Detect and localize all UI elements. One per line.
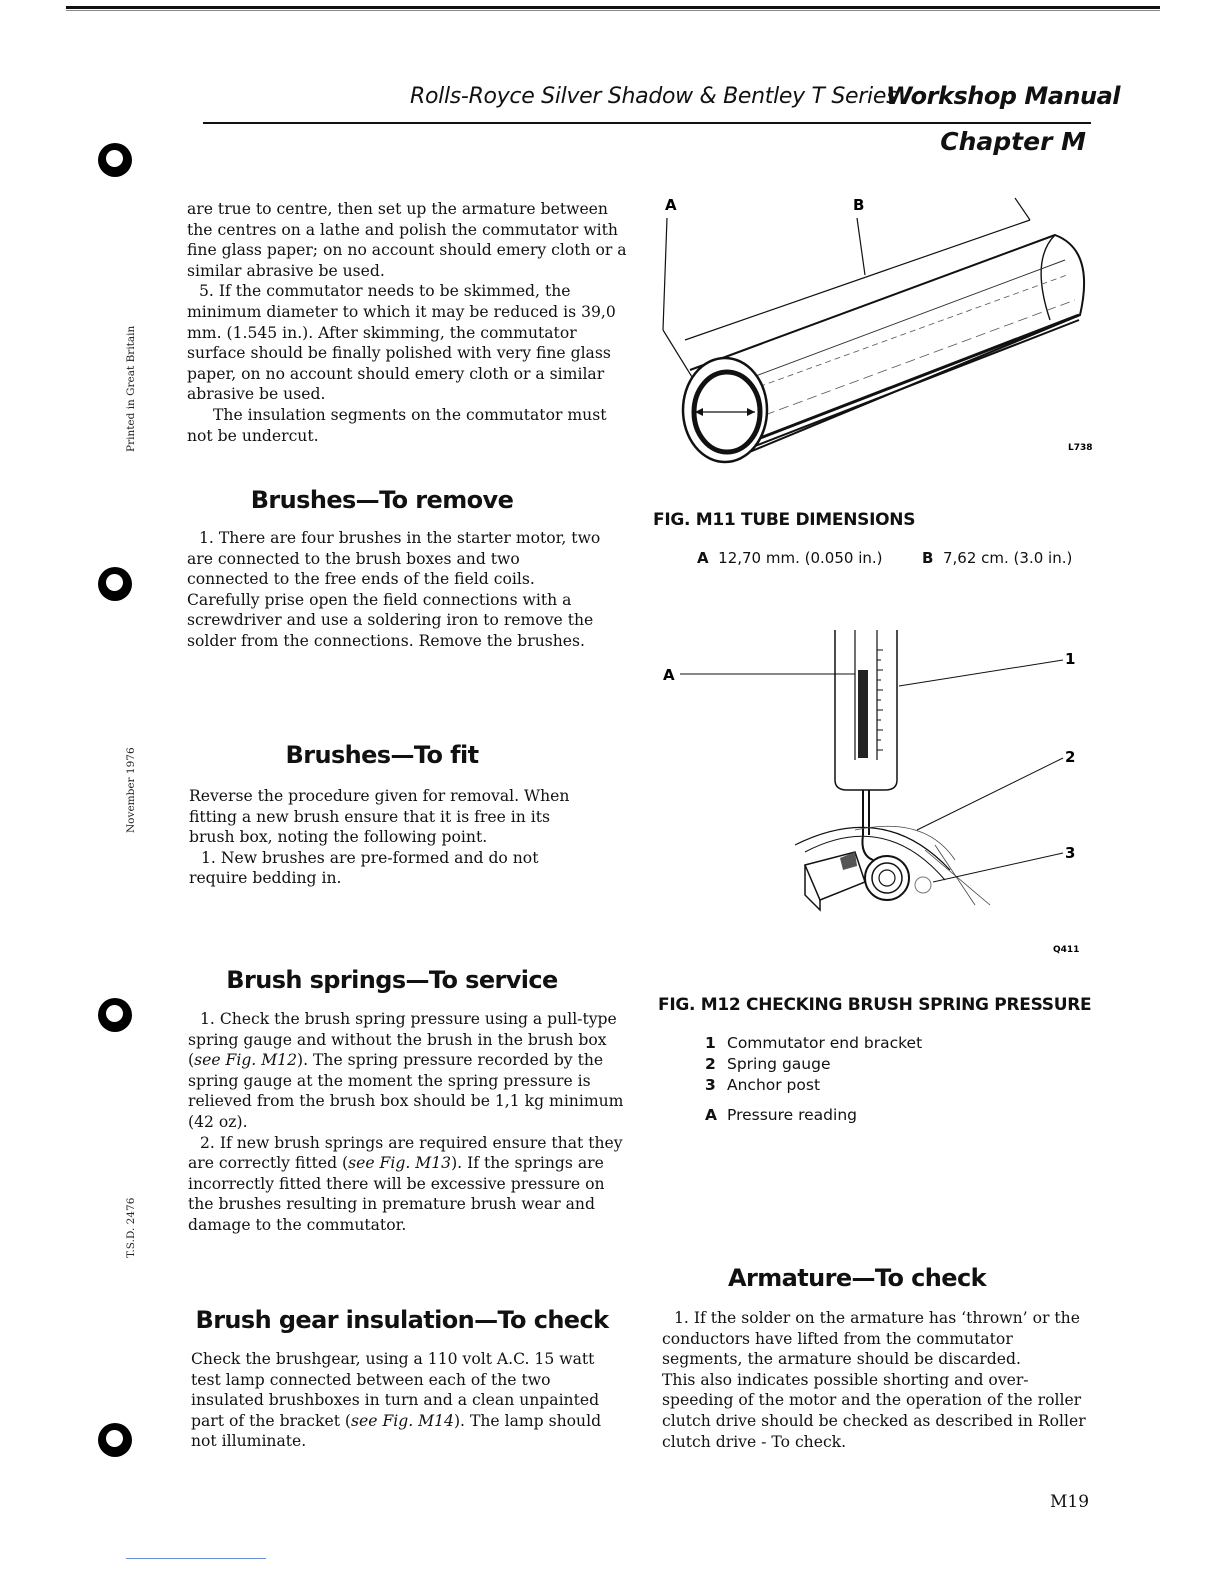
page-number: M19	[1050, 1492, 1090, 1512]
fig-m11-shade-dark	[755, 315, 1079, 440]
fig-m12-label-2: 2	[1065, 748, 1076, 766]
legend-key: 3	[705, 1076, 716, 1094]
punch-hole-icon	[98, 567, 132, 601]
heading-brushes-fit: Brushes—To fit	[285, 741, 479, 769]
figure-m12-spring-gauge	[655, 620, 1095, 960]
fig-m11-dimension-b	[922, 549, 1072, 567]
header-manual-title: Workshop Manual	[886, 82, 1121, 110]
fig-m12-label-1: 1	[1065, 650, 1076, 668]
fig-m12-label-a: A	[663, 666, 675, 684]
fig-m11-tube-far-end	[1041, 235, 1055, 320]
fig-m12-legend	[705, 1033, 922, 1126]
legend-item	[705, 1075, 922, 1096]
heading-brush-springs: Brush springs—To service	[226, 966, 558, 994]
brush-springs-step-2-cont: ). If the springs are incorrectly fitted there will be excessive pressure on the brushes resulting in premature brush wear and damage to the commutator.	[188, 1154, 605, 1234]
legend-text: Pressure reading	[727, 1106, 857, 1124]
margin-printed: Printed in Great Britain	[125, 325, 137, 452]
legend-item	[705, 1054, 922, 1075]
fig-m11-dimension-a	[697, 549, 882, 567]
brush-gear-paragraph: Check the brushgear, using a 110 volt A.C. 15 watt test lamp connected between each of the two insulated brushboxes in turn and a clean unpainted part of the bracket (	[191, 1350, 600, 1430]
brushes-fit-section	[189, 786, 584, 889]
legend-item	[705, 1033, 922, 1054]
intro-step-5: 5. If the commutator needs to be skimmed, the minimum diameter to which it may be reduced is 39,0 mm. (1.545 in.). After skimming, the commutator surface should be finally polished with very fine glass paper, on no account should emery cloth or a similar abrasive be used.	[187, 282, 616, 404]
legend-key: 1	[705, 1034, 716, 1052]
brushes-fit-paragraph: Reverse the procedure given for removal. When fitting a new brush ensure that it is free in its brush box, noting the following point.	[189, 787, 570, 847]
fig-m11-code: L738	[1068, 443, 1093, 453]
intro-paragraph: are true to centre, then set up the armature between the centres on a lathe and polish the commutator with fine glass paper; on no account should emery cloth or a similar abrasive be used.	[187, 200, 627, 280]
fig-m11-shade	[750, 275, 1067, 390]
heading-armature-check: Armature—To check	[728, 1264, 986, 1292]
heading-brushes-remove: Brushes—To remove	[250, 486, 514, 514]
legend-text: Spring gauge	[727, 1055, 831, 1073]
fig-m12-label-3: 3	[1065, 844, 1076, 862]
header-rule	[203, 122, 1091, 124]
fig-m11-label-b: B	[853, 196, 865, 214]
punch-hole-icon	[98, 1423, 132, 1457]
fig-m12-leader-3	[933, 853, 1063, 882]
margin-tsd: T.S.D. 2476	[125, 1197, 137, 1258]
top-rule-thin	[66, 10, 1160, 11]
fig-m12-gauge-ticks	[877, 650, 883, 750]
intro-insulation-note: The insulation segments on the commutator must not be undercut.	[187, 405, 607, 445]
fig-m12-leader-1	[899, 660, 1063, 686]
fig-m12-hook-end	[862, 835, 873, 860]
legend-text: Commutator end bracket	[727, 1034, 923, 1052]
armature-step-1: 1. If the solder on the armature has ‘thrown’ or the conductors have lifted from the commutator segments, the armature should be discarded.	[662, 1309, 1080, 1369]
header-series: Rolls-Royce Silver Shadow & Bentley T Series	[410, 84, 898, 109]
brush-springs-section	[188, 1009, 633, 1236]
dim-a-key: A	[697, 549, 709, 567]
fig-reference-m14[interactable]: see Fig. M14	[351, 1411, 454, 1430]
fig-m11-shade	[745, 260, 1065, 380]
heading-brush-gear: Brush gear insulation—To check	[195, 1306, 609, 1334]
brushes-fit-step-1: 1. New brushes are pre-formed and do not require bedding in.	[189, 848, 539, 888]
brushes-remove-section	[187, 528, 602, 652]
brushes-remove-step-1: 1. There are four brushes in the starter motor, two are connected to the brush boxes and two connected to the free ends of the field coils. Carefully prise open the field connections with a screwdriver and use a soldering iron to remove the solder from the connections. Remove the brushes.	[187, 529, 601, 650]
fig-m12-caption: FIG. M12 CHECKING BRUSH SPRING PRESSURE	[658, 995, 1092, 1015]
brush-springs-step-1: 1. Check the brush spring pressure using a pull-type spring gauge and without the brush in the brush box (	[188, 1010, 617, 1070]
fig-m11-caption: FIG. M11 TUBE DIMENSIONS	[653, 510, 916, 530]
fig-reference-m13[interactable]: see Fig. M13	[348, 1154, 452, 1173]
brush-gear-section	[191, 1349, 623, 1452]
dim-b-value: 7,62 cm. (3.0 in.)	[942, 549, 1073, 567]
fig-m11-leader-b	[857, 218, 865, 275]
brush-gear-paragraph-cont: ). The lamp should not illuminate.	[191, 1411, 602, 1451]
legend-key: 2	[705, 1055, 716, 1073]
figure-m11-tube	[655, 190, 1095, 470]
fig-m12-gauge-scale	[858, 670, 868, 758]
legend-key: A	[705, 1106, 717, 1124]
dim-b-key: B	[922, 549, 934, 567]
fig-m11-shade-dark	[750, 320, 1079, 448]
top-rule	[66, 6, 1160, 9]
punch-hole-icon	[98, 143, 132, 177]
punch-hole-icon	[98, 998, 132, 1032]
intro-section	[187, 199, 627, 446]
header-chapter: Chapter M	[940, 127, 1086, 156]
armature-paragraph: This also indicates possible shorting and over-speeding of the motor and the operation of the roller clutch drive should be checked as described in Roller clutch drive - To check.	[662, 1370, 1086, 1451]
brush-springs-step-2: 2. If new brush springs are required ensure that they are correctly fitted (	[188, 1133, 623, 1173]
fig-m12-leader-2	[917, 758, 1063, 830]
fig-m11-leader-a	[663, 218, 667, 330]
brush-springs-step-1-cont: ). The spring pressure recorded by the spring gauge at the moment the spring pressure is relieved from the brush box should be 1,1 kg minimum (42 oz).	[188, 1051, 624, 1131]
fig-m11-label-a: A	[665, 196, 677, 214]
fig-reference-m12[interactable]: see Fig. M12	[194, 1051, 298, 1070]
fig-m11-leader-b-end	[1015, 198, 1030, 220]
fig-m12-gauge-bottom	[835, 780, 897, 790]
armature-section	[662, 1308, 1087, 1452]
fig-m11-dim-b	[685, 220, 1030, 340]
fig-m12-anchor-post	[915, 877, 931, 893]
margin-date: November 1976	[125, 747, 137, 833]
bottom-rule	[126, 1558, 266, 1559]
dim-a-value: 12,70 mm. (0.050 in.)	[718, 549, 883, 567]
legend-text: Anchor post	[727, 1076, 821, 1094]
fig-m12-code: Q411	[1053, 945, 1080, 955]
fig-m12-bracket-line	[925, 850, 990, 905]
legend-item	[705, 1105, 922, 1126]
fig-m11-shade	[765, 300, 1075, 415]
